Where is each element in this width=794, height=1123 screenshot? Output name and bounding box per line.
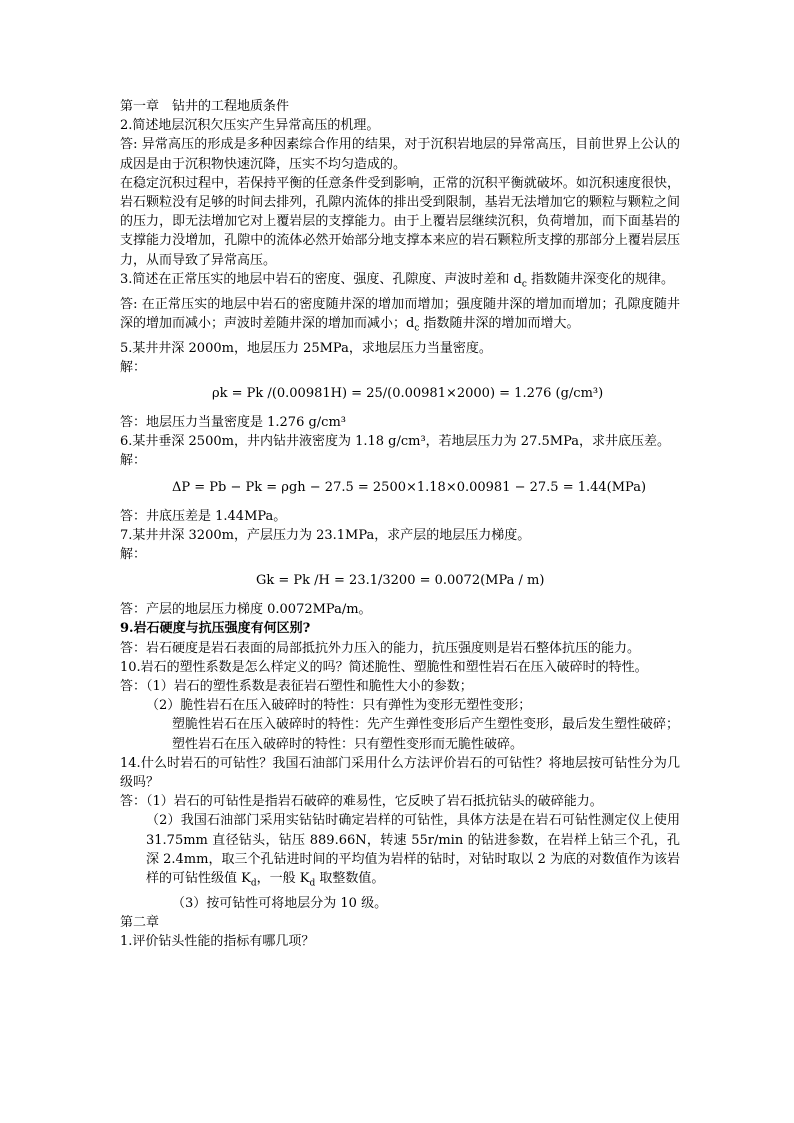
answer-10-part-4: 塑性岩石在压入破碎时的特性：只有塑性变形而无脆性破碎。 [172, 736, 524, 752]
answer-14-part-1: 答：（1）岩石的可钻性是指岩石破碎的难易性，它反映了岩石抵抗钻头的破碎能力。 [120, 794, 603, 810]
question-10: 10.岩石的塑性系数是怎么样定义的吗？简述脆性、塑脆性和塑性岩石在压入破碎时的特性。 [120, 659, 648, 675]
question-14: 14.什么时岩石的可钻性？我国石油部门采用什么方法评价岩石的可钻性？将地层按可钻性分为几级吗？ [120, 755, 680, 791]
question-5: 5.某井井深 2000m，地层压力 25MPa，求地层压力当量密度。 [120, 340, 492, 356]
document-page [120, 97, 680, 952]
answer-2-part-1: 答: 异常高压的形成是多种因素综合作用的结果，对于沉积岩地层的异常高压，目前世界上公认的成因是由于沉积物快速沉降，压实不均匀造成的。 [120, 137, 680, 172]
answer-2-part-2: 在稳定沉积过程中，若保持平衡的任意条件受到影响，正常的沉积平衡就破坏。如沉积速度很快，岩石颗粒没有足够的时间去排列，孔隙内流体的排出受到限制，基岩无法增加它的颗粒与颗粒之间的压力，即无法增加它对上覆岩层的支撑能力。由于上覆岩层继续沉积，负荷增加，而下面基岩的支撑能力没增加，孔隙中的流体必然开始部分地支撑本来应的岩石颗粒所支撑的那部分上覆岩层压力，从而导致了异常高压。 [120, 175, 680, 268]
answer-3: 答: 在正常压实的地层中岩石的密度随井深的增加而增加；强度随井深的增加而增加；孔隙度随井深的增加而减小；声波时差随井深的增加而减小；$d_c$ 指数随井深的增加而增大。 [120, 296, 680, 334]
question-9: 9.岩石硬度与抗压强度有何区别? [120, 621, 311, 637]
answer-7: 答：产层的地层压力梯度 0.0072MPa/m。 [120, 602, 372, 618]
answer-9: 答：岩石硬度是岩石表面的局部抵抗外力压入的能力，抗压强度则是岩石整体抗压的能力。 [120, 640, 641, 656]
chapter-2-heading: 第二章 [120, 915, 160, 931]
equation-6: ΔP = Pb − Pk = ρgh − 27.5 = 2500×1.18×0.00981 − 27.5 = 1.44(MPa) [172, 479, 647, 495]
chapter-1-heading: 第一章 钻井的工程地质条件 [120, 99, 290, 114]
answer-14-part-2: （2）我国石油部门采用实钻钻时确定岩样的可钻性，具体方法是在岩石可钻性测定仪上使用 31.75mm 直径钻头，钻压 889.66N，转速 55r/min 的钻进参数，在岩样上钻三个孔，孔深 2.4mm，取三个孔钻进时间的平均值为岩样的钻时，对钻时取以 2 为底的对数值作为该岩样的可钻性级值 $K_d$，一般 $K_d$ 取整数值。 [146, 813, 680, 889]
solution-5-label: 解： [120, 359, 147, 375]
answer-10-part-3: 塑脆性岩石在压入破碎时的特性：先产生弹性变形后产生塑性变形，最后发生塑性破碎； [172, 717, 680, 733]
question-7: 7.某井井深 3200m，产层压力为 23.1MPa，求产层的地层压力梯度。 [120, 527, 531, 543]
answer-6: 答：井底压差是 1.44MPa。 [120, 508, 287, 524]
chapter-2-question-1: 1.评价钻头性能的指标有哪几项？ [120, 934, 315, 950]
question-6: 6.某井垂深 2500m，井内钻井液密度为 1.18 g/cm³，若地层压力为 27.5MPa，求井底压差。 [120, 434, 670, 450]
answer-14-part-3: （3）按可钻性可将地层分为 10 级。 [172, 895, 388, 911]
solution-7-label: 解： [120, 547, 147, 563]
answer-10-part-1: 答：（1）岩石的塑性系数是表征岩石塑性和脆性大小的参数； [120, 679, 473, 695]
question-2: 2.简述地层沉积欠压实产生异常高压的机理。 [120, 118, 380, 134]
equation-7: Gk = Pk /H = 23.1/3200 = 0.0072(MPa / m) [256, 573, 545, 589]
solution-6-label: 解： [120, 453, 147, 469]
equation-5: ρk = Pk /(0.00981H) = 25/(0.00981×2000) = 1.276 (g/cm³) [212, 386, 604, 402]
question-3: 3.简述在正常压实的地层中岩石的密度、强度、孔隙度、声波时差和 $d_c$ 指数随井深变化的规律。 [120, 271, 675, 290]
answer-10-part-2: （2）脆性岩石在压入破碎时的特性：只有弹性为变形无塑性变形； [146, 698, 532, 714]
answer-5: 答：地层压力当量密度是 1.276 g/cm³ [120, 415, 347, 431]
